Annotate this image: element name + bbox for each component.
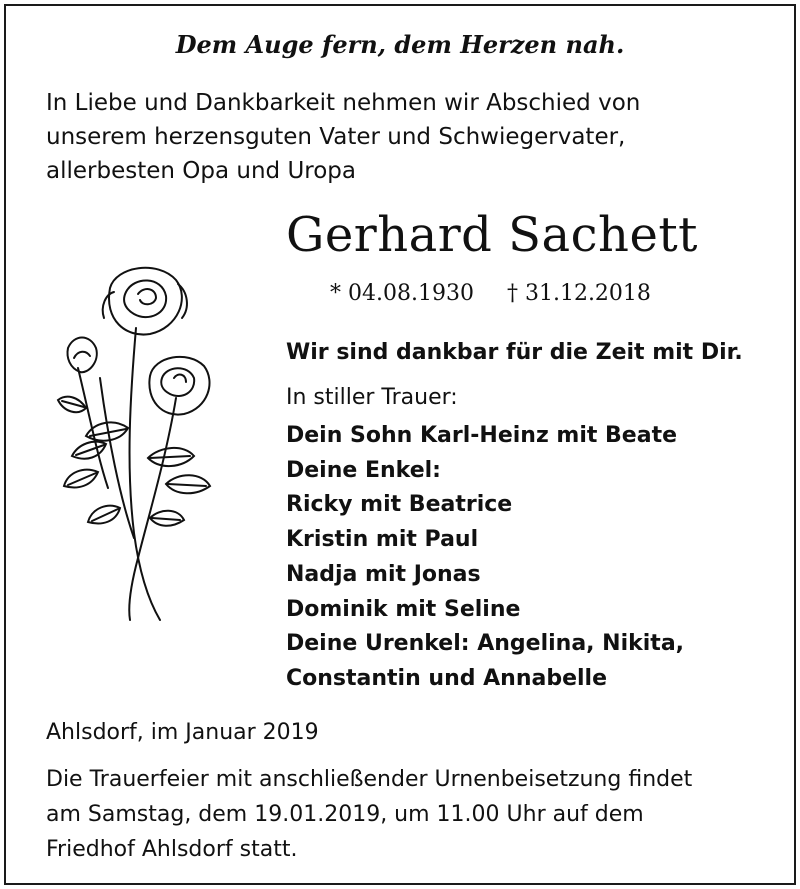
mourner-line: Deine Enkel: (286, 457, 441, 483)
rose-illustration-icon (38, 258, 218, 628)
mourner-line: Deine Urenkel: Angelina, Nikita, (286, 631, 685, 657)
quote-line: Wir sind dankbar für die Zeit mit Dir. (286, 340, 743, 365)
intro-text (46, 86, 756, 188)
life-dates (330, 281, 677, 306)
mourner-line: Nadja mit Jonas (286, 561, 481, 587)
deceased-name: Gerhard Sachett (286, 207, 698, 263)
mourner-line: Kristin mit Paul (286, 527, 479, 553)
place-date: Ahlsdorf, im Januar 2019 (46, 720, 319, 745)
mourners-list (286, 419, 684, 697)
intro-line: In Liebe und Dankbarkeit nehmen wir Abschied von (46, 90, 641, 116)
mourner-line: Dein Sohn Karl-Heinz mit Beate (286, 423, 678, 448)
ceremony-line: am Samstag, dem 19.01.2019, um 11.00 Uhr auf dem (46, 802, 644, 827)
intro-line: allerbesten Opa und Uropa (46, 158, 356, 184)
death-date: † 31.12.2018 (506, 281, 651, 306)
mourner-line: Ricky mit Beatrice (286, 492, 513, 518)
ceremony-info (46, 762, 786, 867)
motto-heading: Dem Auge fern, dem Herzen nah. (175, 30, 625, 59)
intro-line: unserem herzensguten Vater und Schwiegervater, (46, 124, 626, 150)
mourning-label: In stiller Trauer: (286, 385, 458, 410)
birth-date: * 04.08.1930 (330, 281, 474, 306)
ceremony-line: Friedhof Ahlsdorf statt. (46, 837, 298, 862)
ceremony-line: Die Trauerfeier mit anschließender Urnenbeisetzung findet (46, 767, 693, 792)
mourner-line: Dominik mit Seline (286, 596, 521, 622)
mourner-line: Constantin und Annabelle (286, 665, 608, 691)
